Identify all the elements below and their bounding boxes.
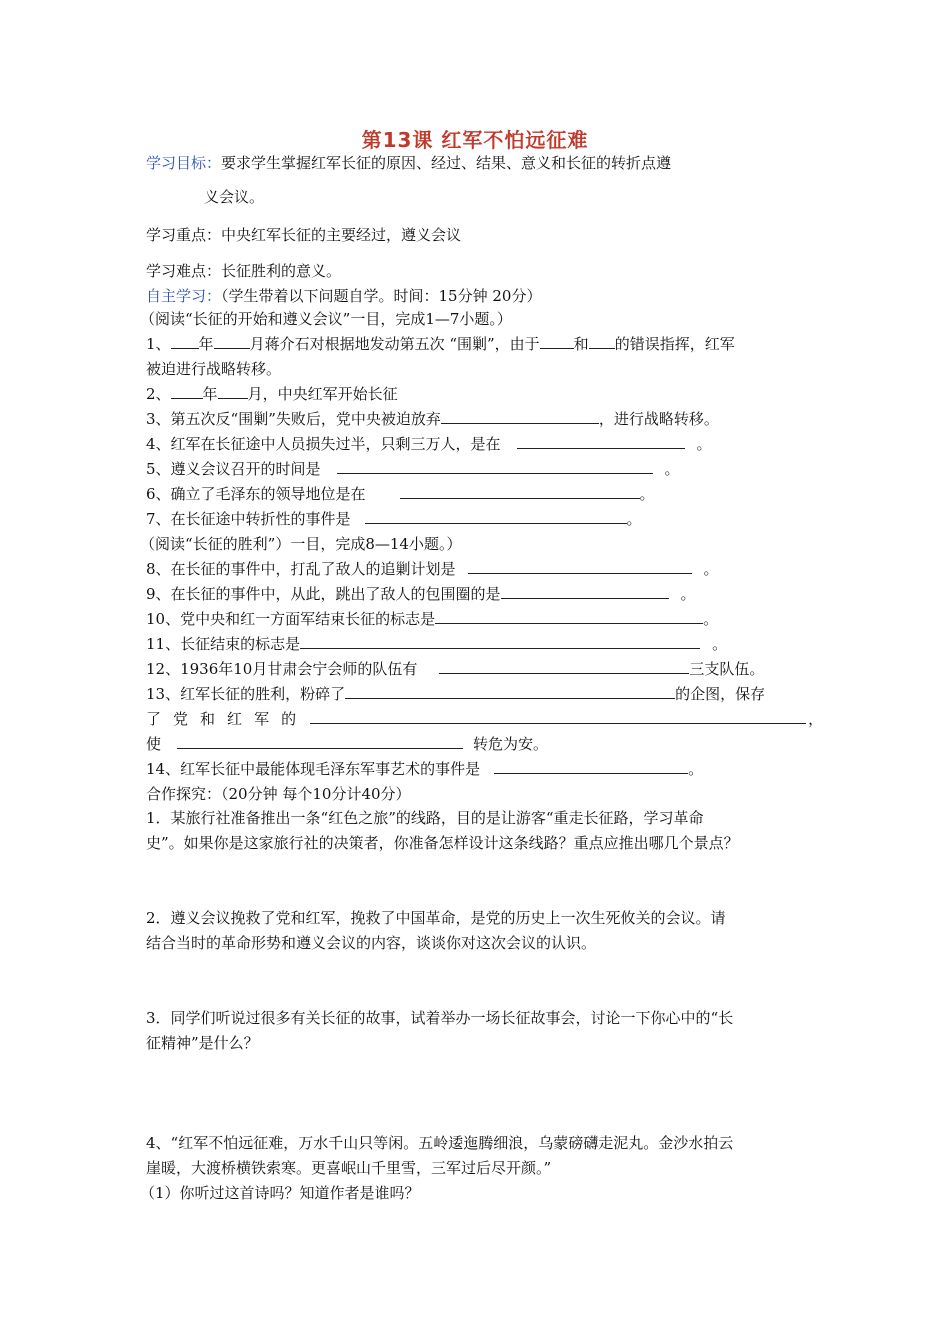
- question-9: 9、在长征的事件中，从此，跳出了敌人的包围圈的是 。: [146, 585, 696, 603]
- question-1-cont: 被迫进行战略转移。: [146, 360, 282, 378]
- answer-blank[interactable]: [177, 734, 463, 749]
- answer-blank[interactable]: [400, 484, 640, 499]
- answer-blank[interactable]: [441, 409, 599, 424]
- answer-blank[interactable]: [439, 659, 689, 674]
- answer-blank[interactable]: [540, 334, 574, 349]
- answer-blank[interactable]: [218, 384, 248, 399]
- question-13-row-2: 了 党 和 红 军 的 ，: [146, 710, 824, 728]
- exercise-2-line-1: 2．遵义会议挽救了党和红军，挽救了中国革命，是党的历史上一次生死攸关的会议。请: [146, 909, 726, 927]
- question-10: 10、党中央和红一方面军结束长征的标志是 。: [146, 610, 719, 628]
- question-6: 6、确立了毛泽东的领导地位是在 。: [146, 485, 655, 503]
- question-12: 12、1936年10月甘肃会宁会师的队伍有 三支队伍。: [146, 660, 765, 678]
- exercise-2-line-2: 结合当时的革命形势和遵义会议的内容，谈谈你对这次会议的认识。: [146, 934, 597, 952]
- question-11: 11、长征结束的标志是 。: [146, 635, 728, 653]
- answer-blank[interactable]: [337, 459, 653, 474]
- exercise-4-line-2: 崖暖，大渡桥横铁索寒。更喜岷山千里雪，三军过后尽开颜。”: [146, 1159, 552, 1177]
- answer-blank[interactable]: [310, 709, 806, 724]
- answer-blank[interactable]: [468, 559, 692, 574]
- answer-blank[interactable]: [171, 334, 199, 349]
- answer-blank[interactable]: [300, 634, 700, 649]
- question-7: 7、在长征途中转折性的事件是 。: [146, 510, 642, 528]
- answer-blank[interactable]: [214, 334, 250, 349]
- exercise-4-sub-1: （1）你听过这首诗吗？知道作者是谁吗？: [140, 1184, 420, 1202]
- self-study-text: （学生带着以下问题自学。时间：15分钟 20分）: [221, 287, 542, 305]
- reading-instruction-2: （阅读“长征的胜利”）一目，完成8—14小题。）: [140, 535, 462, 553]
- question-13-row-3: 使 转危为安。: [146, 735, 549, 753]
- difficulty: 学习难点：长征胜利的意义。: [146, 262, 342, 280]
- question-3: 3、第五次反“围剿”失败后，党中央被迫放弃 ，进行战略转移。: [146, 410, 719, 428]
- answer-blank[interactable]: [494, 759, 688, 774]
- question-5: 5、遵义会议召开的时间是 。: [146, 460, 680, 478]
- question-13: 13、红军长征的胜利，粉碎了 的企图，保存: [146, 685, 766, 703]
- exercise-3-line-1: 3．同学们听说过很多有关长征的故事，试着举办一场长征故事会，讨论一下你心中的“长: [146, 1009, 734, 1027]
- objective-label: 学习目标：: [146, 154, 222, 172]
- learning-objective: [146, 153, 816, 173]
- cooperation-heading: 合作探究：（20分钟 每个10分计40分）: [146, 785, 411, 803]
- self-study-label: 自主学习：: [146, 287, 222, 305]
- question-2: 2、 年 月，中央红军开始长征: [146, 385, 398, 403]
- question-14: 14、红军长征中最能体现毛泽东军事艺术的事件是 。: [146, 760, 704, 778]
- answer-blank[interactable]: [365, 509, 627, 524]
- key-point: 学习重点：中央红军长征的主要经过，遵义会议: [146, 226, 462, 244]
- answer-blank[interactable]: [501, 584, 669, 599]
- exercise-3-line-2: 征精神”是什么？: [146, 1034, 259, 1052]
- answer-blank[interactable]: [435, 609, 703, 624]
- question-8: 8、在长征的事件中，打乱了敌人的追剿计划是 。: [146, 560, 719, 578]
- question-4: 4、红军在长征途中人员损失过半，只剩三万人，是在 。: [146, 435, 712, 453]
- answer-blank[interactable]: [171, 384, 203, 399]
- objective-text: 要求学生掌握红军长征的原因、经过、结果、意义和长征的转折点遵: [221, 154, 672, 172]
- exercise-4-line-1: 4、“红军不怕远征难，万水千山只等闲。五岭逶迤腾细浪，乌蒙磅礴走泥丸。金沙水拍云: [146, 1134, 734, 1152]
- reading-instruction-1: （阅读“长征的开始和遵义会议”一目，完成1—7小题。）: [140, 310, 512, 328]
- answer-blank[interactable]: [517, 434, 685, 449]
- objective-text-cont: 义会议。: [204, 188, 265, 206]
- self-study: [146, 286, 816, 306]
- answer-blank[interactable]: [589, 334, 615, 349]
- exercise-1-line-1: 1．某旅行社准备推出一条“红色之旅”的线路，目的是让游客“重走长征路，学习革命: [146, 809, 704, 827]
- exercise-1-line-2: 史”。如果你是这家旅行社的决策者，你准备怎样设计这条线路？重点应推出哪几个景点？: [146, 834, 739, 852]
- question-1: 1、 年 月蒋介石对根据地发动第五次 “围剿”，由于 和 的错误指挥，红军: [146, 335, 735, 353]
- answer-blank[interactable]: [345, 684, 675, 699]
- lesson-title: 第13课 红军不怕远征难: [361, 128, 589, 152]
